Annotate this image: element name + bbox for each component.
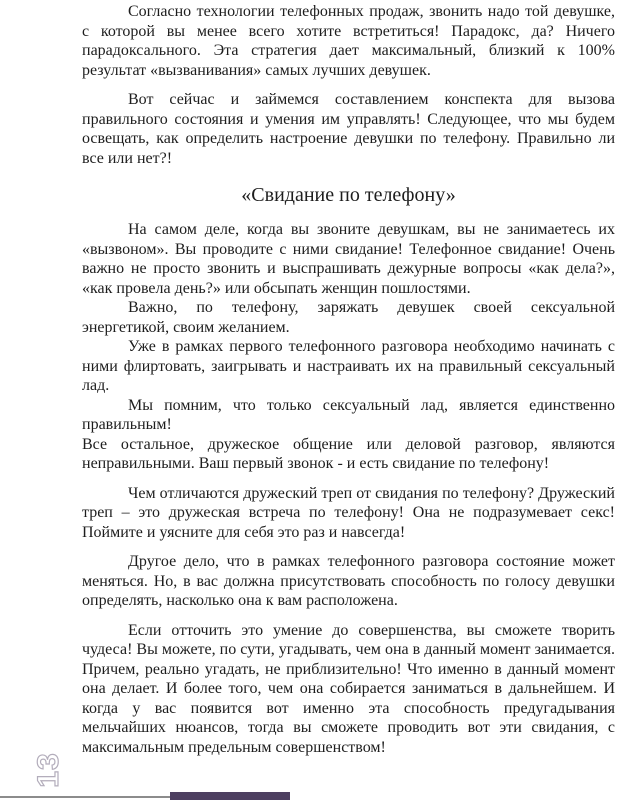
paragraph: Согласно технологии телефонных продаж, звонить надо той девушке, с которой вы менее всего хотите встретиться! Парадокс, да? Ничего парадоксального. Эта стратегия дает максимальный, близкий к 100% результат «вызванивания» самых лучших девушек.	[82, 3, 615, 79]
paragraph: Уже в рамках первого телефонного разговора необходимо начинать с ними флиртовать, заигрывать и настраивать их на правильный сексуальный лад.	[82, 338, 615, 394]
paragraph: Чем отличаются дружеский треп от свидания по телефону? Дружеский треп – это дружеская встреча по телефону! Она не подразумевает секс! Поймите и уясните для себя это раз и навсегда!	[82, 484, 615, 541]
footer-accent-bar	[170, 792, 290, 800]
paragraph: Мы помним, что только сексуальный лад, является единственно правильным!	[82, 396, 615, 433]
paragraph: Вот сейчас и займемся составлением конспекта для вызова правильного состояния и умения им управлять! Следующее, что мы будем освещать, как определить настроение девушки по телефону. Правильно ли все или нет?!	[82, 91, 615, 167]
paragraph: Другое дело, что в рамках телефонного разговора состояние может меняться. Но, в вас должна присутствовать способность по голосу девушки определять, насколько она к вам расположена.	[82, 553, 615, 609]
paragraph: Если отточить это умение до совершенства, вы сможете творить чудеса! Вы можете, по сути, угадывать, чем она в данный момент занимается. Причем, реально угадать, не приблизительно! Что именно в данный момент она делает. И более того, чем она собирается заниматься в дальнейшем. И когда у вас появится вот именно эта способность предугадывания мельчайших нюансов, тогда вы сможете проводить вот эти свидания, с максимальным предельным совершенством!	[82, 621, 615, 756]
footer-rule-line	[0, 796, 176, 798]
section-heading: «Свидание по телефону»	[241, 184, 456, 206]
paragraph: Все остальное, дружеское общение или деловой разговор, являются неправильными. Ваш первый звонок - и есть свидание по телефону!	[82, 435, 615, 472]
paragraph: На самом деле, когда вы звоните девушкам, вы не занимаетесь их «вызвоном». Вы проводите с ними свидание! Телефонное свидание! Очень важно не просто звонить и выспрашивать дежурные вопросы «как дела?», «как провела день?» или обсыпать женщин пошлостями.	[82, 221, 615, 297]
paragraph: Важно, по телефону, заряжать девушек своей сексуальной энергетикой, своим желанием.	[82, 299, 615, 336]
page-number: 13	[32, 752, 66, 788]
